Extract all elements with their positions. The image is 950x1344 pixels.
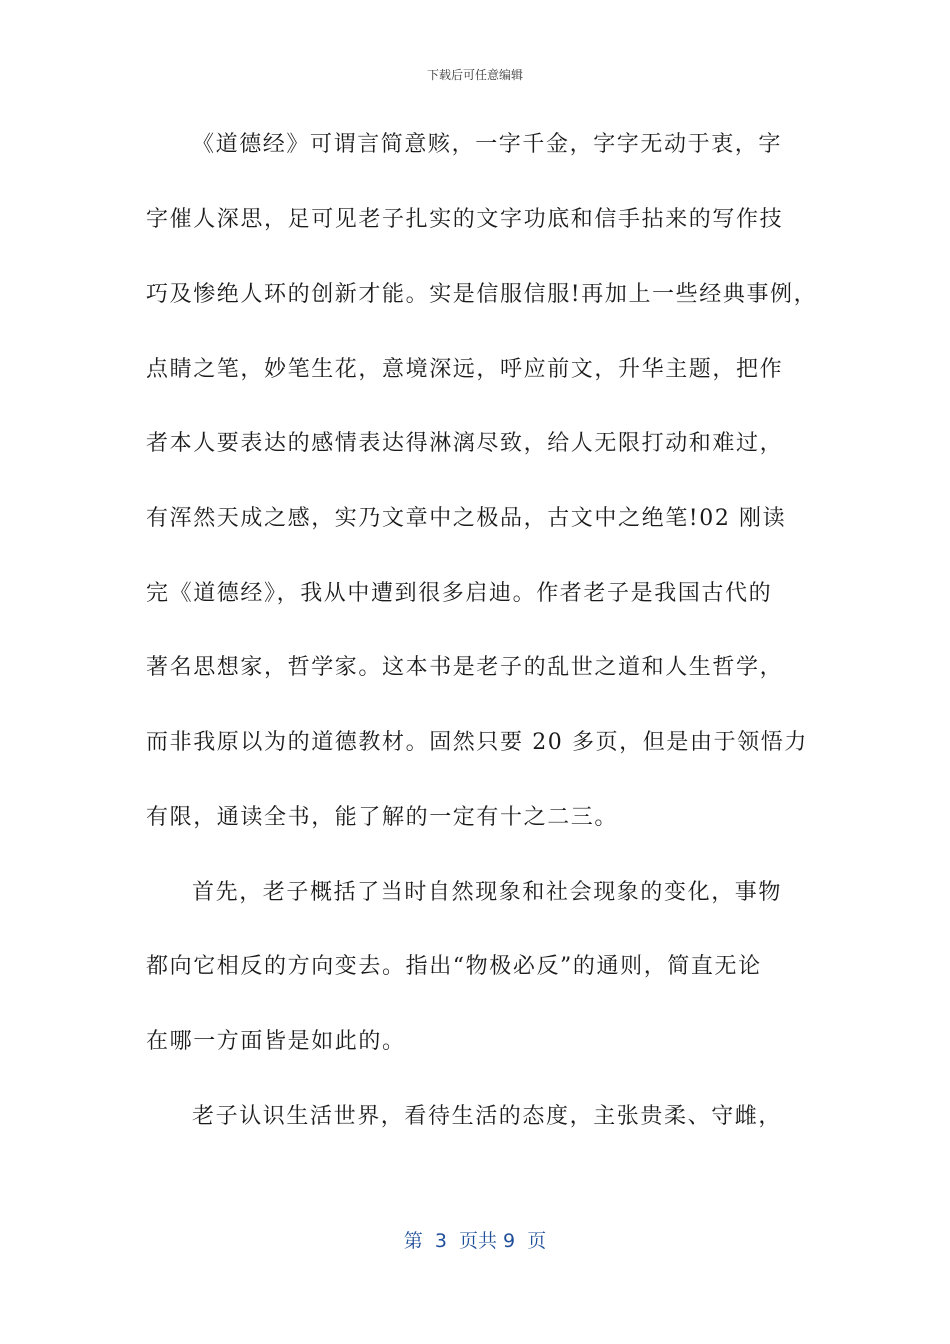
body-line: 首先，老子概括了当时自然现象和社会现象的变化，事物 [192,880,783,905]
page-number-footer: 第 3 页共 9 页 [403,1230,547,1252]
page-header: 下载后可任意编辑 [426,68,523,82]
body-line: 而非我原以为的道德教材。固然只要 20 多页，但是由于领悟力 [146,730,808,755]
body-line: 完《道德经》，我从中遭到很多启迪。作者老子是我国古代的 [146,581,773,606]
body-line: 著名思想家，哲学家。这本书是老子的乱世之道和人生哲学， [146,655,784,680]
body-line: 《道德经》可谓言简意赅，一字千金，字字无动于衷，字 [192,132,783,157]
body-line: 都向它相反的方向变去。指出“物极必反”的通则，简直无论 [146,954,762,979]
body-line: 点睛之笔，妙笔生花，意境深远，呼应前文，升华主题，把作 [146,357,784,382]
body-line: 者本人要表达的感情表达得淋漓尽致，给人无限打动和难过， [146,431,784,456]
body-line: 巧及惨绝人环的创新才能。实是信服信服!再加上一些经典事例， [146,282,818,307]
body-line: 有限，通读全书，能了解的一定有十之二三。 [146,805,619,830]
body-line: 有浑然天成之感，实乃文章中之极品，古文中之绝笔!02 刚读 [146,506,787,531]
body-line: 老子认识生活世界，看待生活的态度，主张贵柔、守雌， [192,1104,783,1129]
body-line: 字催人深思，足可见老子扎实的文字功底和信手拈来的写作技 [146,207,784,232]
body-line: 在哪一方面皆是如此的。 [146,1029,406,1054]
